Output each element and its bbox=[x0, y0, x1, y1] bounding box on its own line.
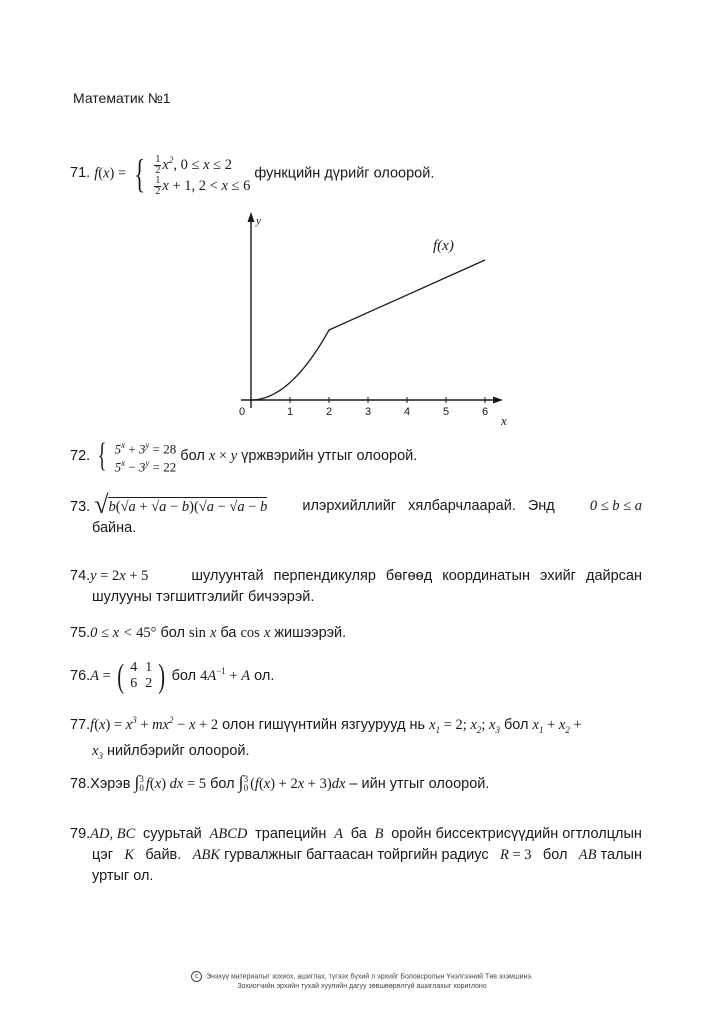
copyright-footer: c Энэхүү материалыг зохиох, ашиглах, түгээх бүхий л эрхийг Боловсролын Үнэлгээний Төв эзэмшинэ. Зохиогчийн эрхийн тухай хуулийн дагуу зөвшөөрөлгүй ашиглахыг хориглоно bbox=[0, 971, 724, 991]
function-label: f(x) bbox=[433, 238, 454, 254]
x-axis-arrow bbox=[493, 397, 503, 404]
y-axis-arrow bbox=[248, 212, 255, 222]
axis-label-y: y bbox=[256, 215, 261, 227]
x-tick-label: 5 bbox=[443, 406, 450, 418]
problem-74: 74.y = 2x + 5 шулуунтай перпендикуляр бөгөөд координатын эхийг дайрсан шулууны тэгшитгэлийг бичээрэй. bbox=[70, 568, 642, 605]
piecewise-cases: $\frac{1}{2}$ $x^2$, 0 ≤ x ≤ 2 $\frac{1}{2}$ x + 1, 2 < x ≤ 6 bbox=[155, 154, 251, 198]
problem-77: $77.f(x) = x^3 + mx^2 - x + 2$ олон гишүүнтийн язгуурууд нь $x_1 = 2$; $x_2$; $x_3$ бол $x_1 + x_2$ + $x_3$ нийлбэрийг олоорой. bbox=[70, 715, 582, 761]
x-tick-label: 2 bbox=[326, 406, 333, 418]
problem-text: функцийн дүрийг олоорой. bbox=[254, 165, 435, 182]
problem-72: 72. { $5^x + 3^y = 28$ $5^x - 3^y = 22$ бол x × y үржвэрийн утгыг олоорой. bbox=[70, 437, 418, 475]
copyright-icon: c bbox=[191, 971, 202, 982]
axis-label-x: x bbox=[501, 413, 507, 428]
problem-71: 71. f(x) = { $\frac{1}{2}$ $x^2$, 0 ≤ x ≤ 2 $\frac{1}{2}$ x + 1, 2 < x ≤ 6 функцийн дүрийг олоорой. bbox=[70, 150, 435, 198]
x-tick-label: 6 bbox=[482, 406, 489, 418]
page-title: Математик №1 bbox=[73, 90, 171, 106]
problem-73: 73. √b(√a + √a − b)(√a − √a − b илэрхийллийг хялбарчлаарай. Энд 0 ≤ b ≤ a байна. bbox=[70, 490, 642, 536]
x-tick-label: 1 bbox=[287, 406, 294, 418]
x-tick-label: 0 bbox=[239, 406, 246, 418]
function-curve bbox=[251, 260, 485, 400]
problem-78: 78.Хэрэв ∫ 3 0 f(x) dx = 5 бол ∫ 3 0 (f(x) + 2x + 3)dx – ийн утгыг олоорой. bbox=[70, 772, 490, 794]
x-tick-label: 3 bbox=[365, 406, 372, 418]
problem-number: 71. bbox=[70, 165, 91, 182]
x-tick-label: 4 bbox=[404, 406, 411, 418]
problem-76: 76.A = ( 4 61 2 ) бол $4A^{-1} + A$ ол. bbox=[70, 657, 275, 695]
problem-79: 79.AD, BC суурьтай ABCD трапецийн A ба B оройн биссектрисүүдийн огтлолцлын цэг K байв. ABK гурвалжныг багтаасан тойргийн радиус R = 3 бол AB талын уртыг ол. bbox=[70, 826, 642, 884]
problem-number: 72. bbox=[70, 447, 91, 464]
function-graph bbox=[225, 208, 515, 433]
problem-75: 75.0 ≤ x < 45° бол sin x ба cos x жишээрэй. bbox=[70, 625, 347, 641]
